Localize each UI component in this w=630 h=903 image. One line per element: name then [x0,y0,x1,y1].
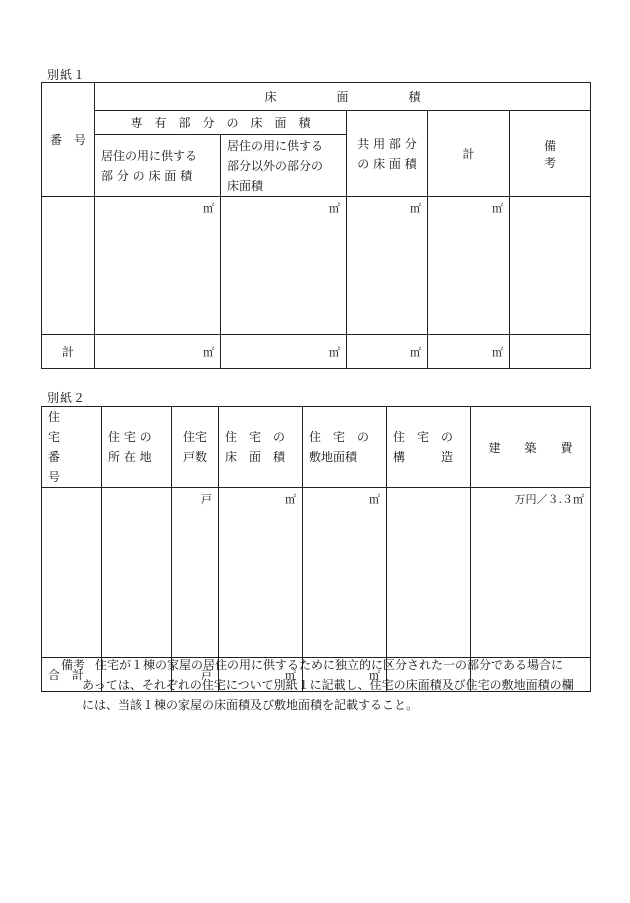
total-total-unit: ㎡ [428,335,510,369]
cell-floor-area-unit: ㎡ [219,488,303,658]
header-floor-area: 床 面 積 [95,83,591,111]
total-floor-area-unit: ㎡ [219,658,303,692]
cell-house-number [42,488,102,658]
cell-number [42,197,95,335]
total-remarks [510,335,591,369]
cell-residential-unit: ㎡ [95,197,221,335]
sheet1-label: 別紙１ [47,68,87,82]
cell-site-area-unit: ㎡ [303,488,387,658]
header-nonresidential-area: 居住の用に供する 部分以外の部分の 床面積 [221,135,347,197]
header-total: 計 [428,111,510,197]
sheet2-table [41,406,591,692]
cell-unit-count-unit: 戸 [172,488,219,658]
header-location: 住 宅 の 所 在 地 [102,407,172,488]
header-exclusive-area: 専 有 部 分 の 床 面 積 [95,111,347,135]
total-nonresidential-unit: ㎡ [221,335,347,369]
header-common-area: 共 用 部 分 の 床 面 積 [347,111,428,197]
total-site-area-unit: ㎡ [303,658,387,692]
cell-common-unit: ㎡ [347,197,428,335]
header-house-structure: 住 宅 の 構 造 [387,407,471,488]
total-common-unit: ㎡ [347,335,428,369]
note-line-1: 住宅が１棟の家屋の居住の用に供するために独立的に区分された一の部分である場合に [95,658,564,672]
note-line-2: あっては、それぞれの住宅について別紙１に記載し、住宅の床面積及び住宅の敷地面積の欄 [82,678,574,692]
total-row-label: 計 [42,335,95,369]
total-row-label: 合 計 [42,658,102,692]
cell-location [102,488,172,658]
total-unit-count-unit: 戸 [172,658,219,692]
header-house-site-area: 住 宅 の 敷地面積 [303,407,387,488]
header-unit-count: 住宅 戸数 [172,407,219,488]
sheet1-table [41,82,605,369]
cell-nonresidential-unit: ㎡ [221,197,347,335]
cell-total-unit: ㎡ [428,197,510,335]
header-house-number: 住 宅 番 号 [42,407,102,488]
total-residential-unit: ㎡ [95,335,221,369]
note-line-3: には、当該１棟の家屋の床面積及び敷地面積を記載すること。 [82,698,419,712]
header-house-floor-area: 住 宅 の 床 面 積 [219,407,303,488]
cell-structure [387,488,471,658]
cell-cost-unit: 万円／３.３㎡ [471,488,591,658]
note-prefix: 備考 [61,658,86,672]
cell-remarks [510,197,591,335]
header-remarks: 備 考 [510,111,591,197]
header-construction-cost: 建 築 費 [471,407,591,488]
header-residential-area: 居住の用に供する 部 分 の 床 面 積 [95,135,221,197]
header-number: 番 号 [42,83,95,197]
sheet2-label: 別紙２ [47,391,87,405]
